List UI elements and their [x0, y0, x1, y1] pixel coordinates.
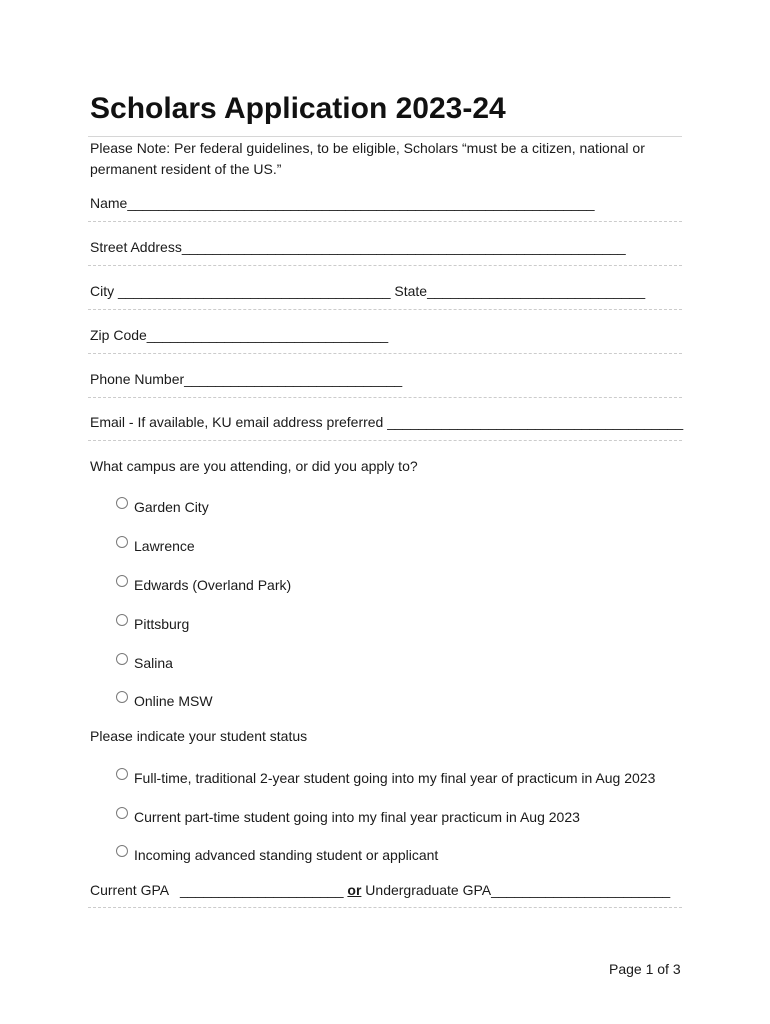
- divider: [88, 397, 682, 398]
- radio-button-icon[interactable]: [116, 768, 128, 780]
- campus-option-pittsburg[interactable]: [116, 616, 189, 632]
- student-status-question: Please indicate your student status: [90, 728, 308, 744]
- name-field[interactable]: Name____________________________________________________________: [90, 195, 595, 211]
- status-option-advanced-standing[interactable]: [116, 847, 438, 863]
- status-option-full-time[interactable]: [116, 770, 655, 786]
- radio-button-icon[interactable]: [116, 497, 128, 509]
- email-field[interactable]: Email - If available, KU email address preferred ______________________________________: [90, 414, 684, 430]
- campus-option-salina[interactable]: [116, 655, 173, 671]
- divider: [88, 265, 682, 266]
- option-label: Salina: [134, 655, 173, 671]
- option-label: Incoming advanced standing student or applicant: [134, 847, 439, 863]
- radio-button-icon[interactable]: [116, 845, 128, 857]
- option-label: Online MSW: [134, 693, 213, 709]
- option-label: Current part-time student going into my final year practicum in Aug 2023: [134, 809, 580, 825]
- divider: [88, 309, 682, 310]
- current-gpa-label: Current GPA _____________________: [90, 882, 348, 898]
- radio-button-icon[interactable]: [116, 575, 128, 587]
- campus-option-edwards[interactable]: [116, 577, 291, 593]
- option-label: Garden City: [134, 499, 209, 515]
- city-state-field[interactable]: City ___________________________________ State____________________________: [90, 283, 646, 299]
- radio-button-icon[interactable]: [116, 536, 128, 548]
- radio-button-icon[interactable]: [116, 807, 128, 819]
- page-number: Page 1 of 3: [609, 961, 681, 977]
- title-divider: [88, 136, 682, 137]
- radio-button-icon[interactable]: [116, 691, 128, 703]
- option-label: Full-time, traditional 2-year student going into my final year of practicum in Aug 2023: [134, 770, 656, 786]
- campus-question: What campus are you attending, or did you apply to?: [90, 458, 418, 474]
- campus-option-lawrence[interactable]: [116, 538, 195, 554]
- divider: [88, 221, 682, 222]
- page-title: Scholars Application 2023-24: [90, 92, 506, 125]
- radio-button-icon[interactable]: [116, 653, 128, 665]
- option-label: Pittsburg: [134, 616, 190, 632]
- divider: [88, 353, 682, 354]
- gpa-field[interactable]: [90, 882, 670, 898]
- undergraduate-gpa-label: Undergraduate GPA_______________________: [361, 882, 671, 898]
- eligibility-note: Please Note: Per federal guidelines, to be eligible, Scholars “must be a citizen, national or permanent resident of the US.”: [90, 140, 645, 177]
- divider: [88, 907, 682, 908]
- street-address-field[interactable]: Street Address_________________________________________________________: [90, 239, 626, 255]
- phone-number-field[interactable]: Phone Number____________________________: [90, 371, 403, 387]
- option-label: Edwards (Overland Park): [134, 577, 292, 593]
- option-label: Lawrence: [134, 538, 195, 554]
- campus-option-online-msw[interactable]: [116, 693, 213, 709]
- zip-code-field[interactable]: Zip Code_______________________________: [90, 327, 389, 343]
- divider: [88, 440, 682, 441]
- status-option-part-time[interactable]: [116, 809, 580, 825]
- radio-button-icon[interactable]: [116, 614, 128, 626]
- campus-option-garden-city[interactable]: [116, 499, 209, 515]
- or-label: or: [347, 882, 362, 898]
